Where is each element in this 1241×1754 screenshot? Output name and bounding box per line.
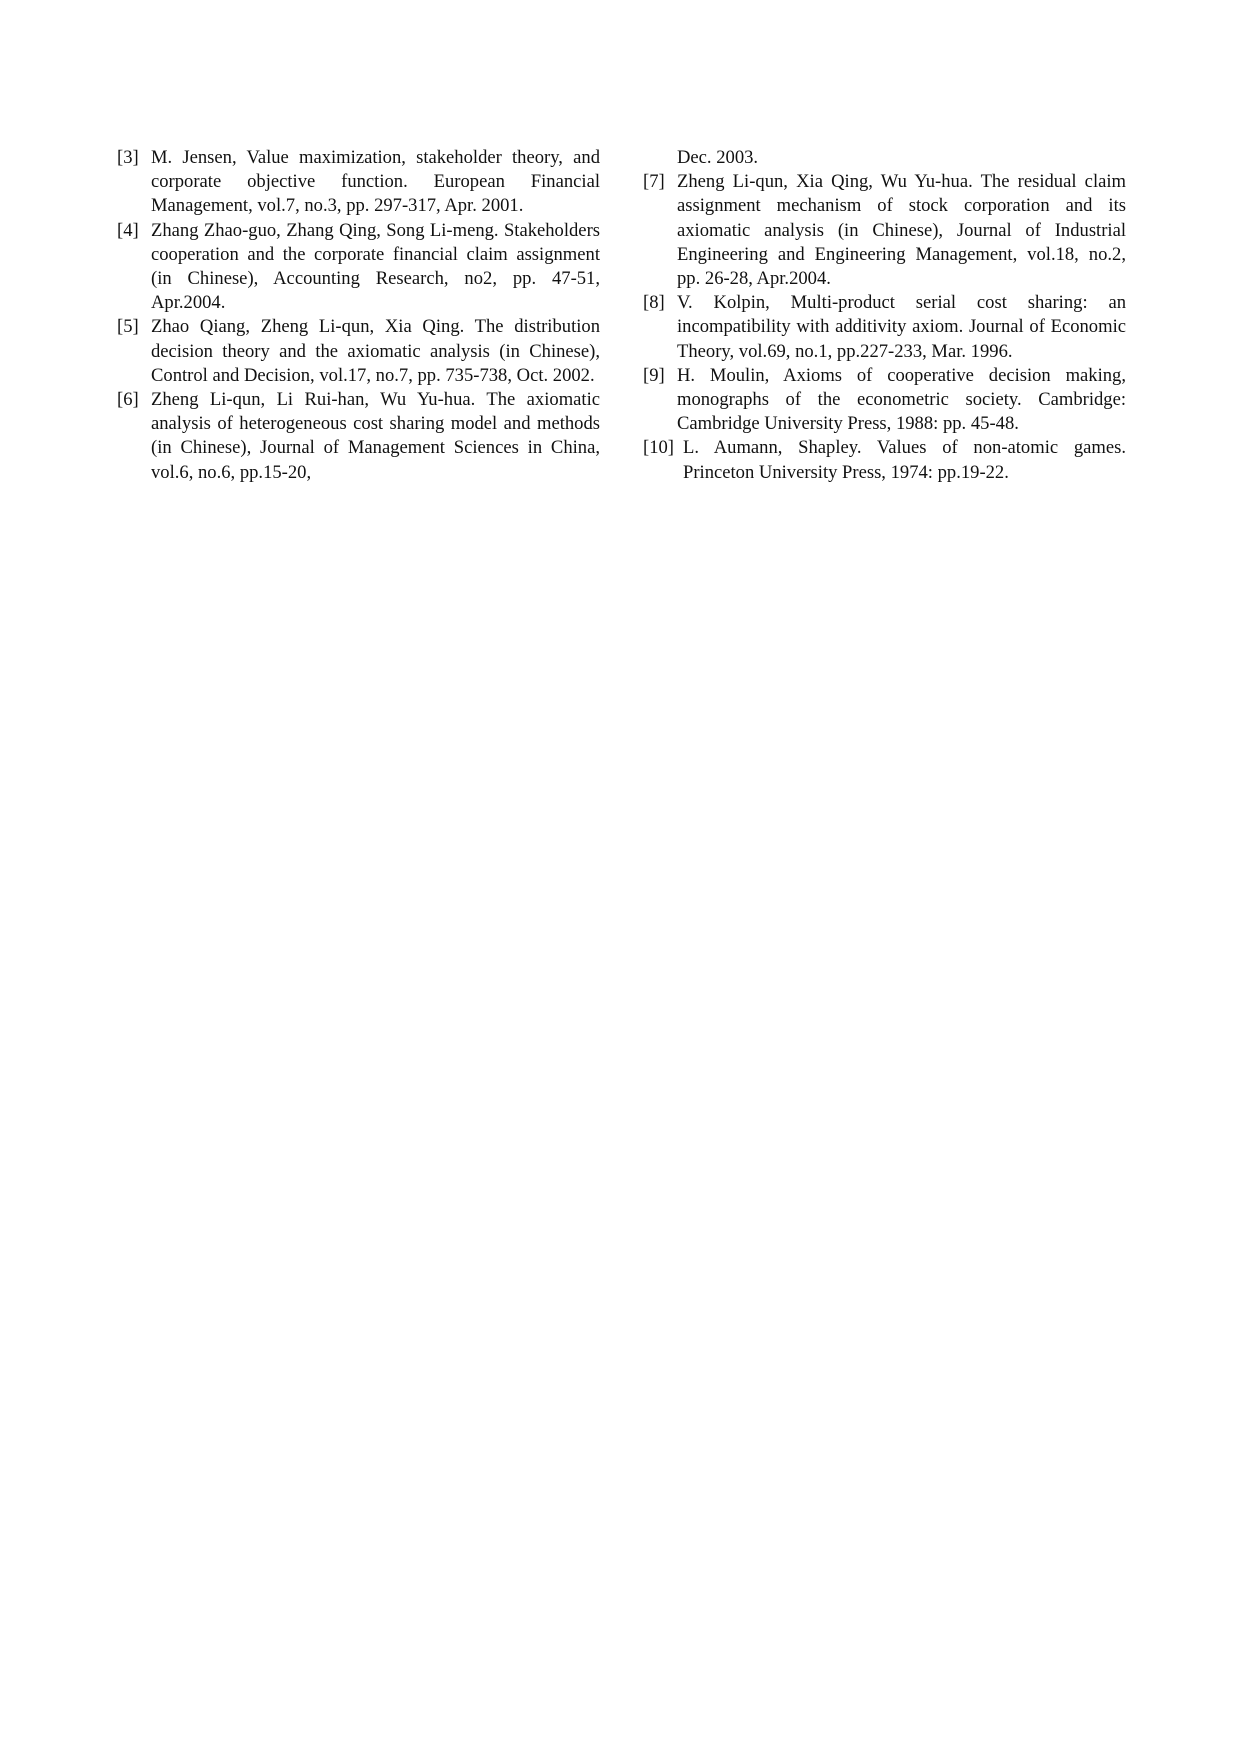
reference-text: Zhang Zhao-guo, Zhang Qing, Song Li-meng. Stakeholders cooperation and the corporate financial claim assignment (in Chinese), Accounting Research, no2, pp. 47-51, Apr.2004. [151,219,600,314]
reference-text: Zheng Li-qun, Li Rui-han, Wu Yu-hua. The axiomatic analysis of heterogeneous cost sharing model and methods (in Chinese), Journal of Management Sciences in China, vol.6, no.6, pp.15-20, [151,389,600,483]
reference-item [643,364,1126,437]
reference-number: [6] [117,389,139,411]
reference-item [117,388,600,485]
reference-item [117,315,600,388]
references-left-column [117,146,600,485]
reference-number: [8] [643,292,665,314]
reference-number: [10] [643,437,674,459]
reference-item [643,291,1126,364]
reference-text: L. Aumann, Shapley. Values of non-atomic games. Princeton University Press, 1974: pp.19-22. [683,437,1126,483]
reference-item [117,146,600,219]
reference-continuation: Dec. 2003. [677,147,759,168]
reference-number: [4] [117,219,139,241]
reference-text: V. Kolpin, Multi-product serial cost sharing: an incompatibility with additivity axiom. Journal of Economic Theory, vol.69, no.1, pp.227-233, Mar. 1996. [677,292,1126,362]
reference-text: Zhao Qiang, Zheng Li-qun, Xia Qing. The distribution decision theory and the axiomatic analysis (in Chinese), Control and Decision, vol.17, no.7, pp. 735-738, Oct. 2002. [151,316,600,386]
reference-text: M. Jensen, Value maximization, stakeholder theory, and corporate objective function. European Financial Management, vol.7, no.3, pp. 297-317, Apr. 2001. [151,147,600,217]
reference-text: Zheng Li-qun, Xia Qing, Wu Yu-hua. The residual claim assignment mechanism of stock corporation and its axiomatic analysis (in Chinese), Journal of Industrial Engineering and Engineering Management, vol.18, no.2, pp. 26-28, Apr.2004. [677,171,1126,290]
reference-item [643,170,1126,291]
reference-item [643,436,1126,484]
references-right-column [643,146,1126,485]
reference-number: [7] [643,171,665,193]
reference-number: [9] [643,364,665,386]
reference-text: H. Moulin, Axioms of cooperative decision making, monographs of the econometric society. Cambridge: Cambridge University Press, 1988: pp. 45-48. [677,364,1126,435]
reference-number: [3] [117,147,139,168]
reference-number: [5] [117,316,139,338]
reference-item [117,219,600,316]
